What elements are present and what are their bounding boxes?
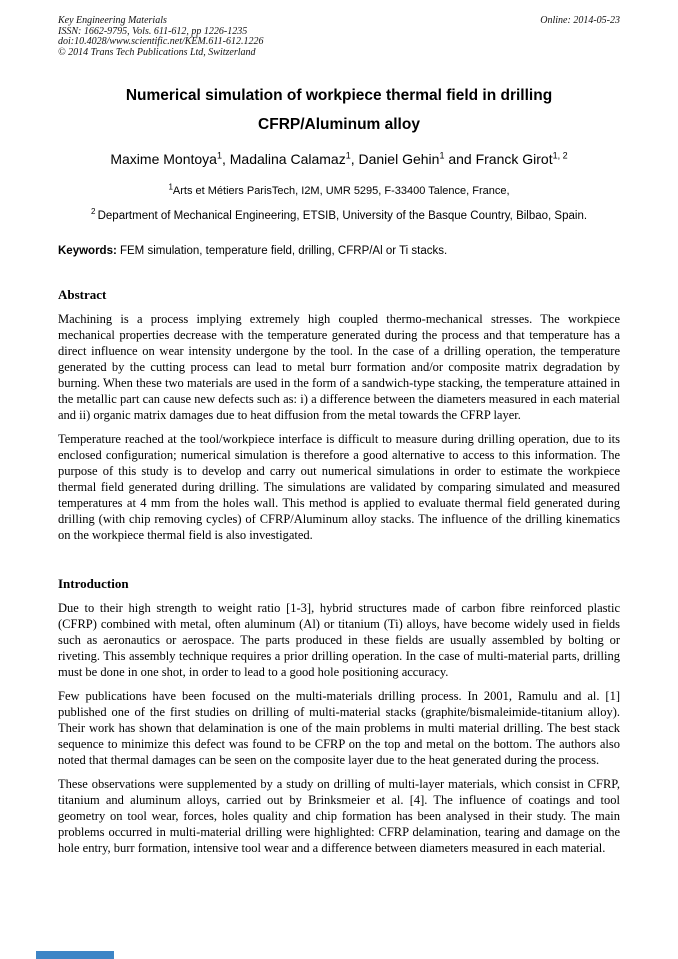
author-superscript: 1, 2: [552, 150, 568, 161]
doi-line: doi:10.4028/www.scientific.net/KEM.611-612.1226: [58, 36, 264, 47]
affiliation-1: [58, 184, 620, 198]
abstract-paragraph-1: Machining is a process implying extremely high coupled thermo-mechanical stresses. The workpiece mechanical properties decrease with the temperature generated during the process and that temperature has a direct influence on wear intensity undergone by the tool. In the case of a drilling operation, the temperature generated by the cutting process can lead to metal burr formation and/or composite matrix degradation by burning. When these two materials are used in the form of a sandwich-type stacking, the temperature attained in the metallic part can cause new defects such as: i) a difference between the diameters measured in each material and ii) organic matrix damages due to heat diffusion from the metal towards the CFRP layer.: [58, 312, 620, 422]
online-date: Online: 2014-05-23: [540, 15, 620, 26]
abstract-heading: Abstract: [58, 287, 107, 302]
issn-line: ISSN: 1662-9795, Vols. 611-612, pp 1226-1235: [58, 25, 248, 37]
journal-name: Key Engineering Materials: [58, 15, 167, 26]
author-name: Franck Girot: [475, 151, 553, 167]
keywords-line: [58, 244, 620, 259]
affiliation-superscript: 2: [90, 207, 98, 217]
authors-line: [58, 150, 620, 169]
author-separator: and: [444, 151, 476, 167]
introduction-paragraph-2: Few publications have been focused on the multi-materials drilling process. In 2001, Ramulu and al. [1] published one of the first studies on drilling of multi-material stacks (graphite/bismaleimide-titanium alloy). Their work has shown that delamination is one of the main problems in multi material drilling. The best stack sequence to minimize this defect was found to be CFRP on the top and metal on the bottom. The authors also noted that thermal damages can be seen on the composite layer due to the heat generated during the process.: [58, 689, 620, 767]
affiliation-2: [58, 209, 620, 223]
author-name: Daniel Gehin: [358, 151, 440, 167]
paper-title-line-1: Numerical simulation of workpiece thermal field in drilling: [125, 87, 553, 104]
affiliation-text: Department of Mechanical Engineering, ETSIB, University of the Basque Country, Bilbao, Spain.: [97, 210, 588, 222]
author-separator: ,: [350, 151, 359, 167]
introduction-paragraph-3: These observations were supplemented by a study on drilling of multi-layer materials, which consist in CFRP, titanium and aluminum alloys, carried out by Brinksmeier et al. [4]. The influence of coatings and tool geometry on tool wear, forces, holes quality and chip formation has been analysed in their study. The main problems occurred in multi-material drilling were highlighted: CFRP delamination, tearing and damage on the hole entry, burr formation, intensive tool wear and a difference between diameters measured in each material.: [58, 777, 620, 855]
author-name: Maxime Montoya: [110, 151, 217, 167]
affiliation-text: Arts et Métiers ParisTech, I2M, UMR 5295, F-33400 Talence, France,: [172, 185, 510, 197]
paper-title: [58, 81, 620, 139]
author-superscript: 1: [439, 150, 445, 161]
keywords-label: Keywords:: [58, 245, 117, 257]
keywords-text: FEM simulation, temperature field, drilling, CFRP/Al or Ti stacks.: [116, 245, 448, 257]
author-superscript: 1: [216, 150, 222, 161]
introduction-heading: Introduction: [58, 576, 129, 591]
journal-header: [58, 16, 620, 58]
author-superscript: 1: [345, 150, 351, 161]
abstract-paragraph-2: Temperature reached at the tool/workpiece interface is difficult to measure during drilling operation, due to its enclosed configuration; numerical simulation is therefore a good alternative to access to this information. The purpose of this study is to develop and carry out numerical simulations in order to estimate the workpiece thermal field generated during drilling. The simulations are validated by comparing simulated and measured temperatures at 4 mm from the holes wall. This method is applied to evaluate thermal field generated during drilling (with chip removing cycles) of CFRP/Aluminum alloy stacks. The influence of the drilling kinematics on the workpiece thermal field is also investigated.: [58, 432, 620, 542]
affiliation-superscript: 1: [168, 182, 173, 192]
copyright-line: © 2014 Trans Tech Publications Ltd, Switzerland: [58, 46, 256, 58]
author-separator: ,: [221, 151, 230, 167]
introduction-paragraph-1: Due to their high strength to weight ratio [1-3], hybrid structures made of carbon fibre reinforced plastic (CFRP) combined with metal, often aluminum (Al) or titanium (Ti) alloys, have become widely used in fields such as aeronautics or aerospace. The parts produced in these fields are usually assembled by bolting or riveting. This assembly technique requires a prior drilling operation. In the case of multi-material parts, drilling must be done in one shot, in order to lead to a good hole positioning accuracy.: [58, 601, 620, 679]
author-name: Madalina Calamaz: [229, 151, 346, 167]
paper-title-line-2: CFRP/Aluminum alloy: [258, 116, 420, 133]
footer-accent-bar: [36, 951, 114, 959]
